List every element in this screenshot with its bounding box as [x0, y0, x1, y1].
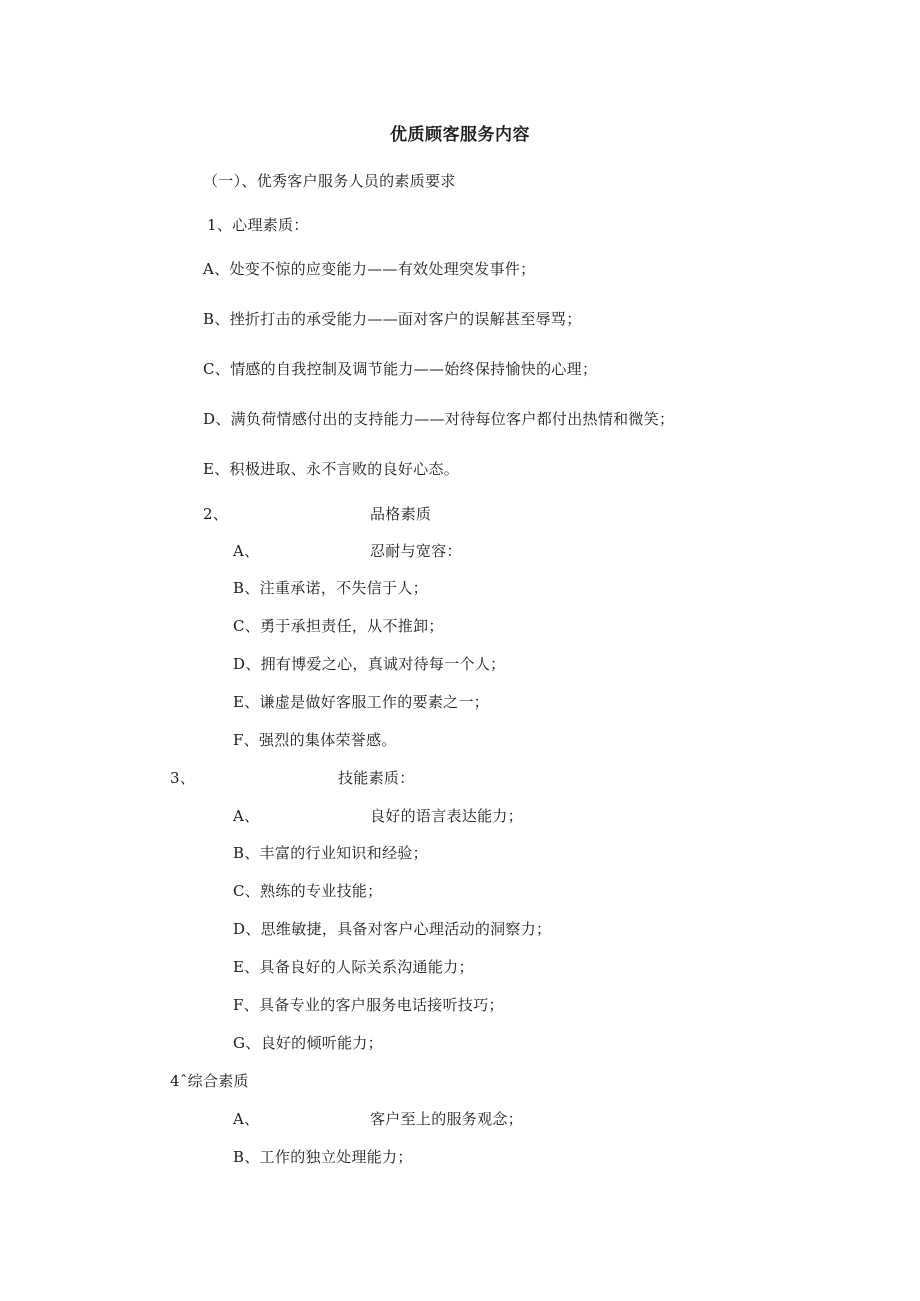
- character-item-b: B、注重承诺，不失信于人；: [233, 579, 428, 597]
- skills-item-c: C、熟练的专业技能；: [233, 882, 383, 900]
- skills-item-a-label: A、: [233, 807, 260, 825]
- psychological-heading: 1、心理素质：: [207, 216, 309, 234]
- skills-item-g: G、良好的倾听能力；: [233, 1034, 383, 1052]
- skills-heading-text: 技能素质：: [338, 769, 415, 787]
- skills-item-f: F、具备专业的客户服务电话接听技巧；: [233, 996, 504, 1014]
- comprehensive-item-a-label: A、: [233, 1110, 260, 1128]
- character-item-f: F、强烈的集体荣誉感。: [233, 731, 397, 749]
- skills-item-e: E、具备良好的人际关系沟通能力；: [233, 958, 474, 976]
- character-heading-text: 品格素质: [370, 505, 432, 523]
- psychological-item-a: A、处变不惊的应变能力——有效处理突发事件；: [203, 260, 536, 278]
- psychological-item-d: D、满负荷情感付出的支持能力——对待每位客户都付出热情和微笑；: [203, 410, 675, 428]
- skills-item-d: D、思维敏捷，具备对客户心理活动的洞察力；: [233, 920, 552, 938]
- comprehensive-heading: 4ˆ综合素质: [170, 1072, 249, 1090]
- character-item-a-label: A、: [233, 542, 260, 560]
- character-item-c: C、勇于承担责任，从不推卸；: [233, 617, 444, 635]
- psychological-item-b: B、挫折打击的承受能力——面对客户的误解甚至辱骂；: [203, 310, 582, 328]
- character-item-e: E、谦虚是做好客服工作的要素之一；: [233, 693, 490, 711]
- psychological-item-e: E、积极进取、永不言败的良好心态。: [203, 460, 460, 478]
- skills-item-b: B、丰富的行业知识和经验；: [233, 844, 428, 862]
- character-heading-number: 2、: [203, 505, 229, 523]
- section-heading: （一）、优秀客户服务人员的素质要求: [203, 172, 456, 190]
- comprehensive-item-b: B、工作的独立处理能力；: [233, 1148, 413, 1166]
- character-item-a-text: 忍耐与宽容：: [370, 542, 462, 560]
- skills-heading-number: 3、: [170, 769, 196, 787]
- comprehensive-item-a-text: 客户至上的服务观念；: [370, 1110, 524, 1128]
- psychological-item-c: C、情感的自我控制及调节能力——始终保持愉快的心理；: [203, 360, 598, 378]
- character-item-d: D、拥有博爱之心，真诚对待每一个人；: [233, 655, 506, 673]
- document-title: 优质顾客服务内容: [390, 125, 530, 145]
- skills-item-a-text: 良好的语言表达能力；: [370, 807, 524, 825]
